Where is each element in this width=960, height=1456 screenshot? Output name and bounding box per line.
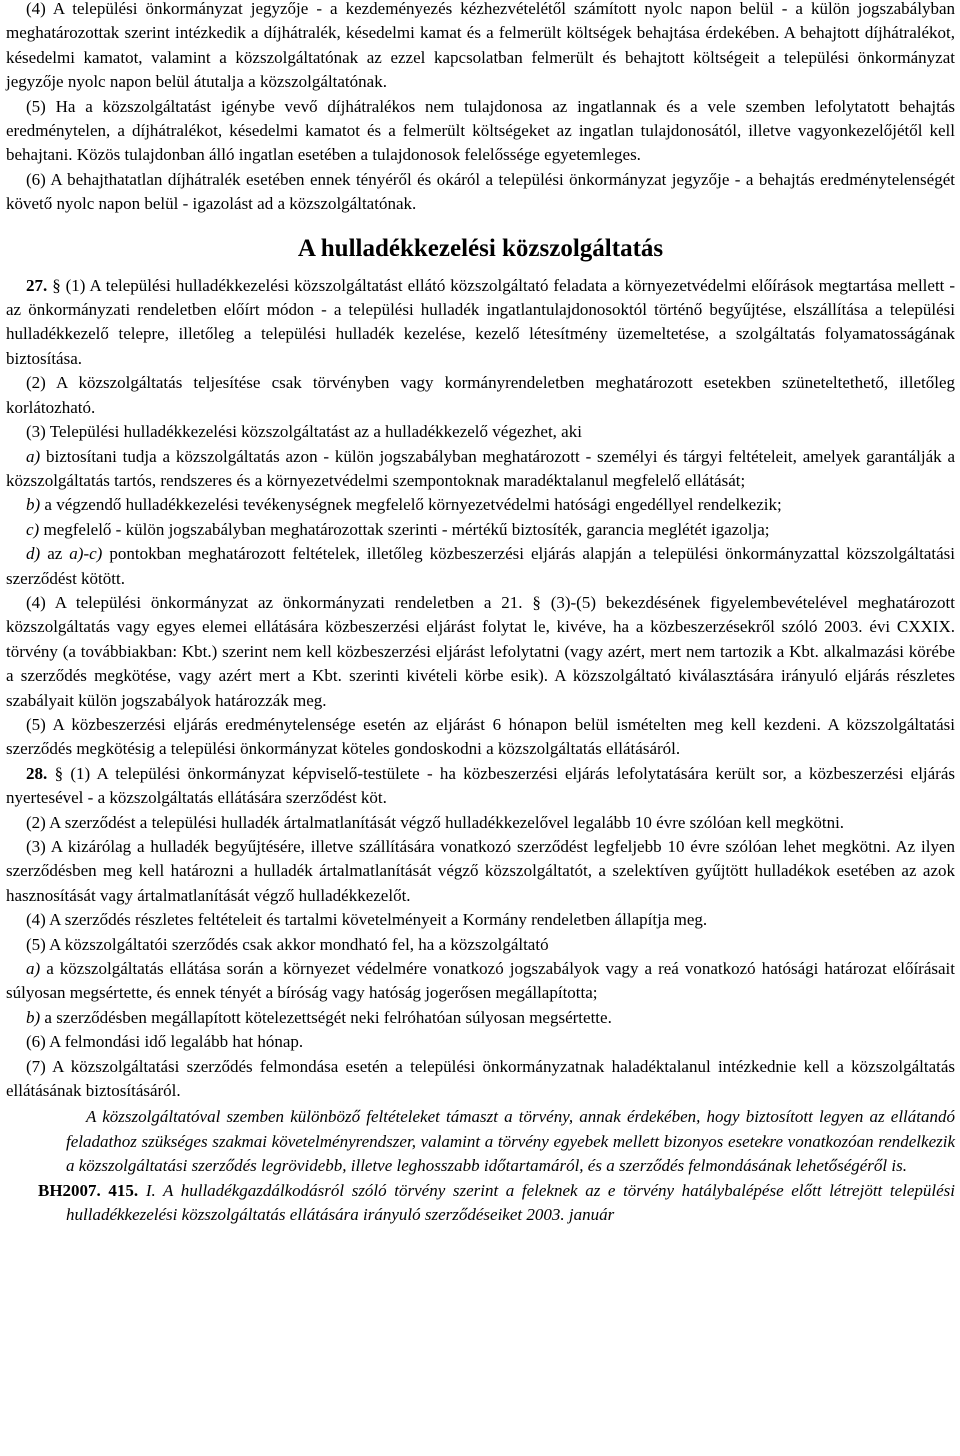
point-b-text: a szerződésben megállapított kötelezettségét neki felróhatóan súlyosan megsértette. (44, 1007, 612, 1027)
section-28-paragraph-6: (6) A felmondási idő legalább hat hónap. (26, 1032, 304, 1052)
paragraph-6: (6) A behajthatatlan díjhátralék esetében ennek tényéről és okáról a települési önkormányzat jegyzője - a behajtás eredménytelenségét követő nyolc napon belül - igazolást ad a közszolgáltatónak. (6, 169, 955, 214)
section-27-point-c (6, 518, 955, 542)
section-28-paragraph-3: (3) A kizárólag a hulladék begyűjtésére, illetve szállítására vonatkozó szerződést legfeljebb 10 évre szólóan lehet megkötni. Az ilyen szerződésben meg kell határozni a hulladék ártalmatlanítását végző közszolgáltatót, a szelektíven gyűjtött hulladékok esetében az azok hasznosítását vagy ártalmatlanítását végző hulladékkezelőt. (6, 837, 955, 905)
section-27-paragraph-2: (2) A közszolgáltatás teljesítése csak törvényben vagy kormányrendeletben meghatározott esetekben szüneteltethető, illetőleg korlátozható. (6, 373, 955, 417)
section-27-point-d (6, 542, 955, 591)
section-28-paragraph-7: (7) A közszolgáltatási szerződés felmondása esetén a települési önkormányzatnak haladéktalanul intézkednie kell a közszolgáltatás ellátásának biztosításáról. (6, 1056, 955, 1101)
section-27-point-a (6, 445, 955, 494)
point-b-text: a végzendő hulladékkezelési tevékenységnek megfelelő környezetvédelmi hatósági engedéllyel rendelkezik; (44, 495, 782, 515)
section-28-paragraph-5: (5) A közszolgáltatói szerződés csak akkor mondható fel, ha a közszolgáltató (26, 934, 549, 954)
court-decision-reference: BH2007. 415. (38, 1180, 139, 1200)
point-d-reference: a)-c) (69, 544, 103, 564)
point-a-marker: a) (26, 959, 41, 979)
section-28-paragraph-4: (4) A szerződés részletes feltételeit és tartalmi követelményeit a Kormány rendeletben állapítja meg. (26, 910, 708, 930)
point-a-text: biztosítani tudja a közszolgáltatás azon - külön jogszabályban meghatározott - személyi és tárgyi feltételeit, amelyek garantálják a közszolgáltatás tartós, rendszeres és a környezetvédelmi szempontoknak maradéktalanul megfelelő ellátását; (6, 446, 956, 490)
paragraph-4-continuation: (4) A települési önkormányzat jegyzője - a kezdeményezés kézhezvételétől számított nyolc napon belül - a külön jogszabályban meghatározottak szerint intézkedik a díjhátralék, késedelmi kamat és a felmerült költségek behajtása érdekében. A behajtott díjhátralékot, késedelmi kamatot, valamint a közszolgáltatónak az ezzel kapcsolatban felmerült és behajtott költségeit a települési önkormányzat jegyzője nyolc napon belül átutalja a közszolgáltatónak. (6, 0, 955, 92)
section-27-paragraph-1-text: § (1) A települési hulladékkezelési közszolgáltatást ellátó közszolgáltató feladata a környezetvédelmi előírások megtartása mellett - az önkormányzati rendeletben előírt módon - a települési hulladék ingatlantulajdonosoktól történő begyűjtése, elszállítása a települési hulladékkezelő telepre, illetőleg a települési hulladék kezelése, kezelő létesítmény üzemeltetése, a szolgáltatás folyamatosságának biztosítása. (6, 275, 955, 368)
point-a-marker: a) (26, 446, 41, 466)
point-c-text: megfelelő - külön jogszabályban meghatározottak szerinti - mértékű biztosíték, garancia meglétét igazolja; (43, 519, 770, 539)
section-28-paragraph-1-text: § (1) A települési önkormányzat képviselő-testülete - ha közbeszerzési eljárás lefolytatására került sor, a közbeszerzési eljárás nyertesével - a közszolgáltatás ellátására szerződést köt. (6, 763, 956, 808)
section-28-point-b (6, 1006, 955, 1030)
point-d-marker: d) (26, 544, 41, 564)
section-28-paragraph-2: (2) A szerződést a települési hulladék ártalmatlanítását végző hulladékkezelővel legalább 10 évre szólóan kell megkötni. (26, 812, 845, 832)
commentary-note: A közszolgáltatóval szemben különböző feltételeket támaszt a törvény, annak érdekében, hogy biztosított legyen az ellátandó feladathoz szükséges szakmai követelményrendszer, valamint a törvény egyebek mellett bizonyos esetekre vonatkozóan rendelkezik a közszolgáltatási szerződés legrövidebb, illetve leghosszabb időtartamáról, és a szerződés felmondásának lehetőségéről is. (66, 1107, 955, 1176)
section-heading: A hulladékkezelési közszolgáltatás (297, 234, 664, 262)
section-27-paragraph-3: (3) Települési hulladékkezelési közszolgáltatást az a hulladékkezelő végezhet, aki (26, 422, 582, 442)
section-28-point-a (6, 957, 955, 1006)
section-27-number: 27. (26, 275, 48, 295)
section-27-paragraph-5: (5) A közbeszerzési eljárás eredménytelensége esetén az eljárást 6 hónapon belül ismételten meg kell kezdeni. A közszolgáltatási szerződés megkötésig a települési önkormányzat köteles gondoskodni a közszolgáltatás ellátásáról. (6, 714, 955, 759)
section-27-point-b (6, 493, 955, 517)
point-d-pre: az (47, 544, 63, 564)
court-decision (6, 1179, 955, 1228)
point-d-text: pontokban meghatározott feltételek, illetőleg közbeszerzési eljárás alapján a települési önkormányzattal közszolgáltatási szerződést kötött. (6, 544, 956, 588)
paragraph-5: (5) Ha a közszolgáltatást igénybe vevő díjhátralékos nem tulajdonosa az ingatlannak és a vele szemben lefolytatott behajtás eredménytelen, a díjhátralékot, késedelmi kamatot és a felmerült költségeket az ingatlan tulajdonosától, illetve vagyonkezelőjétől kell behajtani. Közös tulajdonban álló ingatlan esetében a tulajdonosok felelőssége egyetemleges. (6, 96, 955, 165)
section-27-paragraph-4: (4) A települési önkormányzat az önkormányzati rendeletben a 21. § (3)-(5) bekezdésének figyelembevételével meghatározott közszolgáltatás vagy egyes elemei ellátására közbeszerzési eljárást folytat le, kivéve, ha a közbeszerzésekről szóló 2003. évi CXXIX. törvény (a továbbiakban: Kbt.) szerint nem kell közbeszerzési eljárást lefolytatni (vagy azért, mert nem tartozik a Kbt. alkalmazási körébe a szerződés megkötése, vagy azért mert a Kbt. szerinti kivételi körbe esik). A közszolgáltató kiválasztására irányuló eljárás részletes szabályait külön jogszabályok határozzák meg. (6, 592, 955, 710)
point-a-text: a közszolgáltatás ellátása során a környezet védelmére vonatkozó jogszabályok vagy a reá vonatkozó hatósági határozat előírásait súlyosan megsértette, és ennek tényét a bíróság vagy hatóság jogerősen megállapította; (6, 959, 955, 1003)
point-b-marker: b) (26, 1007, 41, 1027)
point-c-marker: c) (26, 519, 40, 539)
point-b-marker: b) (26, 495, 41, 515)
section-27-paragraph-1 (6, 274, 955, 372)
court-decision-text: I. A hulladékgazdálkodásról szóló törvény szerint a feleknek az e törvény hatálybalépése előtt létrejött települési hulladékkezelési közszolgáltatás ellátására irányuló szerződéseiket 2003. január (66, 1180, 956, 1225)
section-28-paragraph-1 (6, 762, 955, 811)
section-28-number: 28. (26, 763, 48, 783)
